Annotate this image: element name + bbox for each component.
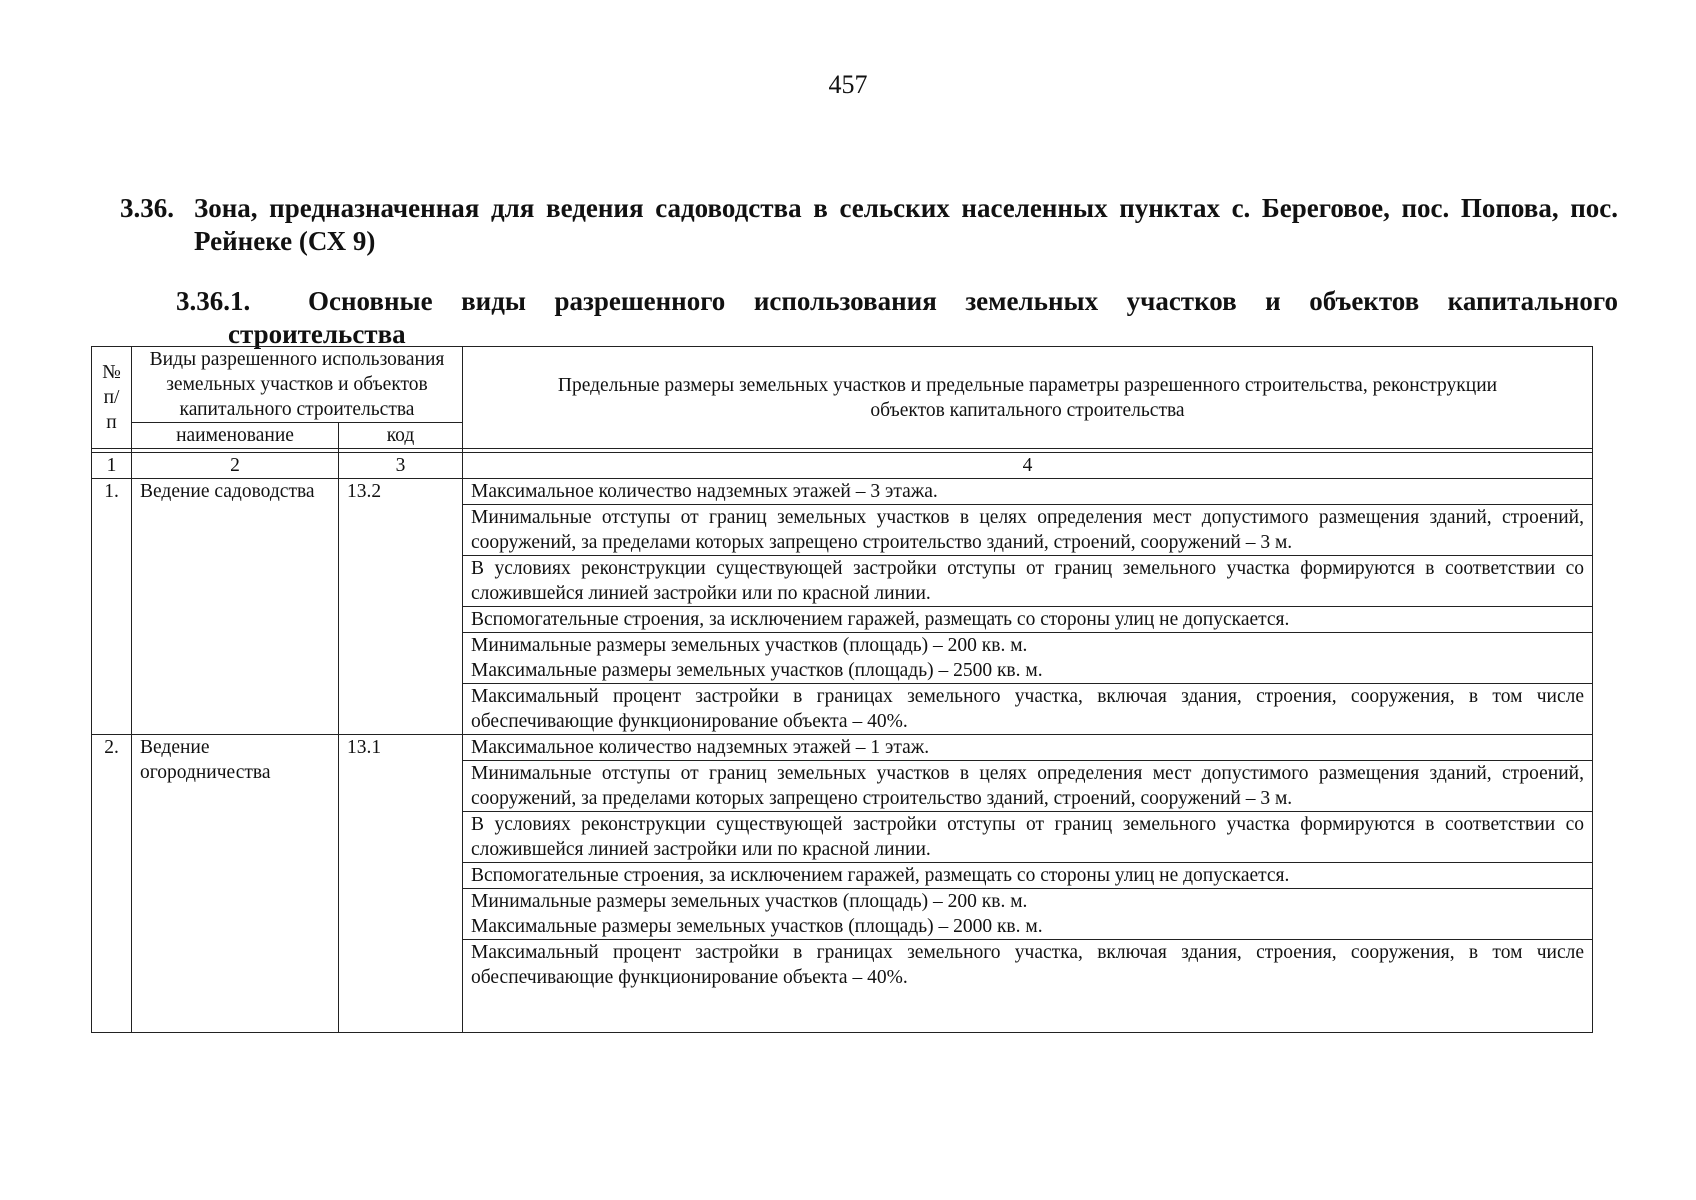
param-text: Максимальный процент застройки в границах земельного участка, включая здания, строения, сооружения, в том числе обеспечивающие функционирование объекта – 40%. xyxy=(471,942,1584,988)
column-number-row xyxy=(92,453,1593,479)
use-type-name: Ведение огородничества xyxy=(132,735,339,1033)
param-cell xyxy=(463,889,1593,940)
use-type-code: 13.2 xyxy=(339,479,463,735)
section-title: Зона, предназначенная для ведения садоводства в сельских населенных пунктах с. Береговое, пос. Попова, пос. Рейнеке (СХ 9) xyxy=(194,193,1618,256)
param-cell xyxy=(463,633,1593,684)
param-line: Минимальные размеры земельных участков (площадь) – 200 кв. м. xyxy=(471,891,1028,912)
param-cell: Вспомогательные строения, за исключением гаражей, размещать со стороны улиц не допускается. xyxy=(463,863,1593,889)
row-number: 2. xyxy=(92,735,132,1033)
column-number: 2 xyxy=(132,453,339,479)
blank-space xyxy=(471,990,1584,1032)
header-params: Предельные размеры земельных участков и предельные параметры разрешенного строительства, реконструкции объектов капитального строительства xyxy=(463,347,1593,449)
page-number: 457 xyxy=(828,70,868,99)
subsection-title-line1: Основные виды разрешенного использования земельных участков и объектов капитального xyxy=(308,286,1618,316)
param-cell: Максимальное количество надземных этажей – 1 этаж. xyxy=(463,735,1593,761)
header-name: наименование xyxy=(132,423,339,449)
header-code: код xyxy=(339,423,463,449)
param-line: Максимальные размеры земельных участков (площадь) – 2000 кв. м. xyxy=(471,916,1043,937)
section-heading xyxy=(120,192,1618,258)
param-cell xyxy=(463,940,1593,1033)
use-type-code: 13.1 xyxy=(339,735,463,1033)
table-row xyxy=(92,479,1593,505)
row-number: 1. xyxy=(92,479,132,735)
table-row xyxy=(92,735,1593,761)
column-number: 4 xyxy=(463,453,1593,479)
section-number: 3.36. xyxy=(120,193,174,223)
param-cell: В условиях реконструкции существующей застройки отступы от границ земельного участка формируются в соответствии со сложившейся линией застройки или по красной линии. xyxy=(463,556,1593,607)
param-cell: Вспомогательные строения, за исключением гаражей, размещать со стороны улиц не допускается. xyxy=(463,607,1593,633)
param-cell: Максимальное количество надземных этажей – 3 этажа. xyxy=(463,479,1593,505)
regulations-table xyxy=(91,346,1593,1033)
param-cell: В условиях реконструкции существующей застройки отступы от границ земельного участка формируются в соответствии со сложившейся линией застройки или по красной линии. xyxy=(463,812,1593,863)
header-num: № п/п xyxy=(92,347,132,449)
param-cell: Минимальные отступы от границ земельных участков в целях определения мест допустимого размещения зданий, строений, сооружений, за пределами которых запрещено строительство зданий, строений, сооружений – 3 м. xyxy=(463,761,1593,812)
subsection-heading xyxy=(176,285,1618,351)
param-cell: Максимальный процент застройки в границах земельного участка, включая здания, строения, сооружения, в том числе обеспечивающие функционирование объекта – 40%. xyxy=(463,684,1593,735)
table-header-row xyxy=(92,347,1593,423)
column-number: 1 xyxy=(92,453,132,479)
header-types: Виды разрешенного использования земельных участков и объектов капитального строительства xyxy=(132,347,463,423)
subsection-title-line2: строительства xyxy=(228,319,406,349)
use-type-name: Ведение садоводства xyxy=(132,479,339,735)
param-line: Минимальные размеры земельных участков (площадь) – 200 кв. м. xyxy=(471,635,1028,656)
subsection-number: 3.36.1. xyxy=(176,286,251,316)
param-line: Максимальные размеры земельных участков (площадь) – 2500 кв. м. xyxy=(471,660,1043,681)
column-number: 3 xyxy=(339,453,463,479)
param-cell: Минимальные отступы от границ земельных участков в целях определения мест допустимого размещения зданий, строений, сооружений, за пределами которых запрещено строительство зданий, строений, сооружений – 3 м. xyxy=(463,505,1593,556)
